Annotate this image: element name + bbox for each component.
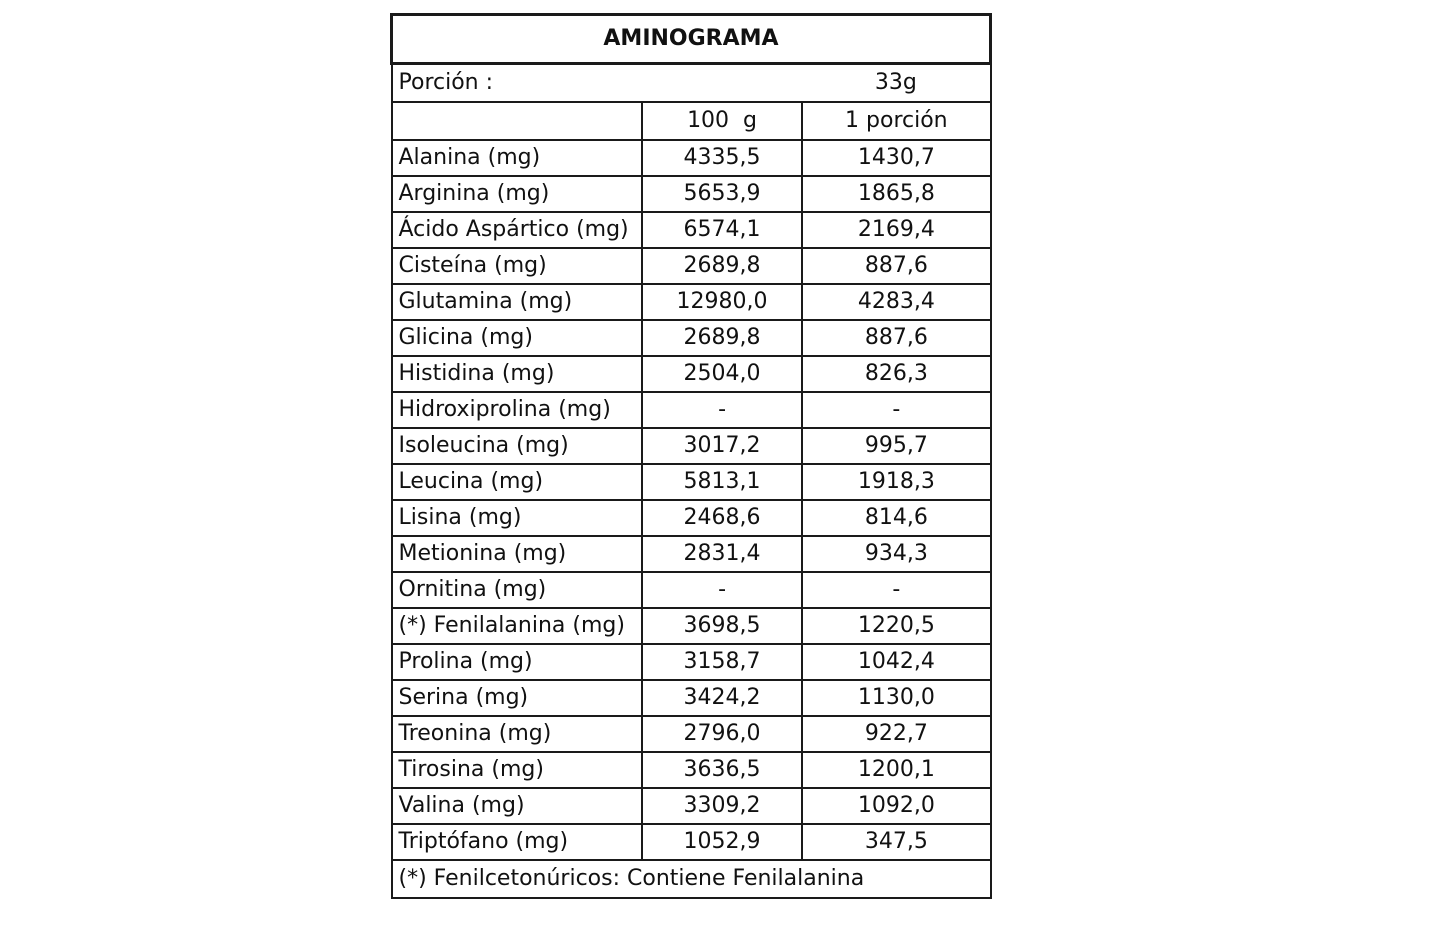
value-per-100g: 2831,4 <box>642 536 802 572</box>
amino-acid-name: Treonina (mg) <box>392 716 642 752</box>
value-per-100g: 1052,9 <box>642 824 802 860</box>
portion-label: Porción : <box>392 64 803 103</box>
value-per-100g: 5653,9 <box>642 176 802 212</box>
amino-acid-name: Serina (mg) <box>392 680 642 716</box>
header-100g-cell: 100 g <box>642 102 802 140</box>
value-per-100g: 12980,0 <box>642 284 802 320</box>
table-title: AMINOGRAMA <box>392 15 991 64</box>
value-per-portion: 995,7 <box>802 428 990 464</box>
value-per-portion: 1092,0 <box>802 788 990 824</box>
table-row <box>392 716 991 752</box>
value-per-100g: 3424,2 <box>642 680 802 716</box>
table-row <box>392 824 991 860</box>
value-per-100g: 3309,2 <box>642 788 802 824</box>
table-row <box>392 140 991 176</box>
amino-acid-name: Cisteína (mg) <box>392 248 642 284</box>
value-per-100g: 3698,5 <box>642 608 802 644</box>
value-per-100g: 3158,7 <box>642 644 802 680</box>
value-per-100g: 4335,5 <box>642 140 802 176</box>
amino-acid-name: Valina (mg) <box>392 788 642 824</box>
amino-acid-name: (*) Fenilalanina (mg) <box>392 608 642 644</box>
table-row <box>392 644 991 680</box>
table-row <box>392 320 991 356</box>
value-per-100g: 6574,1 <box>642 212 802 248</box>
table-row <box>392 284 991 320</box>
table-row <box>392 500 991 536</box>
value-per-100g: 2796,0 <box>642 716 802 752</box>
table-row <box>392 788 991 824</box>
amino-acid-name: Hidroxiprolina (mg) <box>392 392 642 428</box>
amino-acid-name: Glicina (mg) <box>392 320 642 356</box>
header-name-cell <box>392 102 642 140</box>
amino-acid-name: Ácido Aspártico (mg) <box>392 212 642 248</box>
value-per-100g: 2689,8 <box>642 320 802 356</box>
amino-acid-name: Prolina (mg) <box>392 644 642 680</box>
value-per-portion: 1430,7 <box>802 140 990 176</box>
table-row <box>392 176 991 212</box>
value-per-portion: 347,5 <box>802 824 990 860</box>
value-per-portion: 887,6 <box>802 320 990 356</box>
table-row <box>392 392 991 428</box>
value-per-100g: 3636,5 <box>642 752 802 788</box>
table-row <box>392 356 991 392</box>
value-per-portion: 814,6 <box>802 500 990 536</box>
value-per-portion: 1918,3 <box>802 464 990 500</box>
value-per-100g: - <box>642 392 802 428</box>
aminograma-table <box>390 13 992 899</box>
table-row <box>392 680 991 716</box>
amino-acid-name: Glutamina (mg) <box>392 284 642 320</box>
value-per-portion: - <box>802 392 990 428</box>
amino-acid-name: Lisina (mg) <box>392 500 642 536</box>
value-per-100g: 5813,1 <box>642 464 802 500</box>
value-per-100g: 3017,2 <box>642 428 802 464</box>
value-per-portion: 4283,4 <box>802 284 990 320</box>
value-per-100g: 2468,6 <box>642 500 802 536</box>
table-row <box>392 212 991 248</box>
value-per-portion: 1042,4 <box>802 644 990 680</box>
value-per-portion: 826,3 <box>802 356 990 392</box>
table-row <box>392 464 991 500</box>
portion-row <box>392 64 991 103</box>
value-per-100g: - <box>642 572 802 608</box>
value-per-portion: 1865,8 <box>802 176 990 212</box>
column-header-row <box>392 102 991 140</box>
value-per-100g: 2504,0 <box>642 356 802 392</box>
value-per-100g: 2689,8 <box>642 248 802 284</box>
amino-acid-name: Tirosina (mg) <box>392 752 642 788</box>
value-per-portion: 1220,5 <box>802 608 990 644</box>
table-row <box>392 752 991 788</box>
footnote-row <box>392 860 991 898</box>
amino-acid-name: Leucina (mg) <box>392 464 642 500</box>
value-per-portion: 1130,0 <box>802 680 990 716</box>
value-per-portion: 887,6 <box>802 248 990 284</box>
value-per-portion: 922,7 <box>802 716 990 752</box>
value-per-portion: - <box>802 572 990 608</box>
amino-acid-name: Alanina (mg) <box>392 140 642 176</box>
table-row <box>392 428 991 464</box>
amino-acid-name: Arginina (mg) <box>392 176 642 212</box>
table-row <box>392 248 991 284</box>
amino-acid-name: Isoleucina (mg) <box>392 428 642 464</box>
amino-acid-name: Metionina (mg) <box>392 536 642 572</box>
table-title-row <box>392 15 991 64</box>
table-row <box>392 608 991 644</box>
portion-value: 33g <box>802 64 990 103</box>
value-per-portion: 934,3 <box>802 536 990 572</box>
footnote: (*) Fenilcetonúricos: Contiene Fenilalanina <box>392 860 991 898</box>
amino-acid-name: Ornitina (mg) <box>392 572 642 608</box>
amino-acid-name: Histidina (mg) <box>392 356 642 392</box>
table-row <box>392 572 991 608</box>
amino-acid-name: Triptófano (mg) <box>392 824 642 860</box>
header-portion-cell: 1 porción <box>802 102 990 140</box>
value-per-portion: 1200,1 <box>802 752 990 788</box>
table-row <box>392 536 991 572</box>
value-per-portion: 2169,4 <box>802 212 990 248</box>
aminograma-table-container <box>390 13 992 899</box>
